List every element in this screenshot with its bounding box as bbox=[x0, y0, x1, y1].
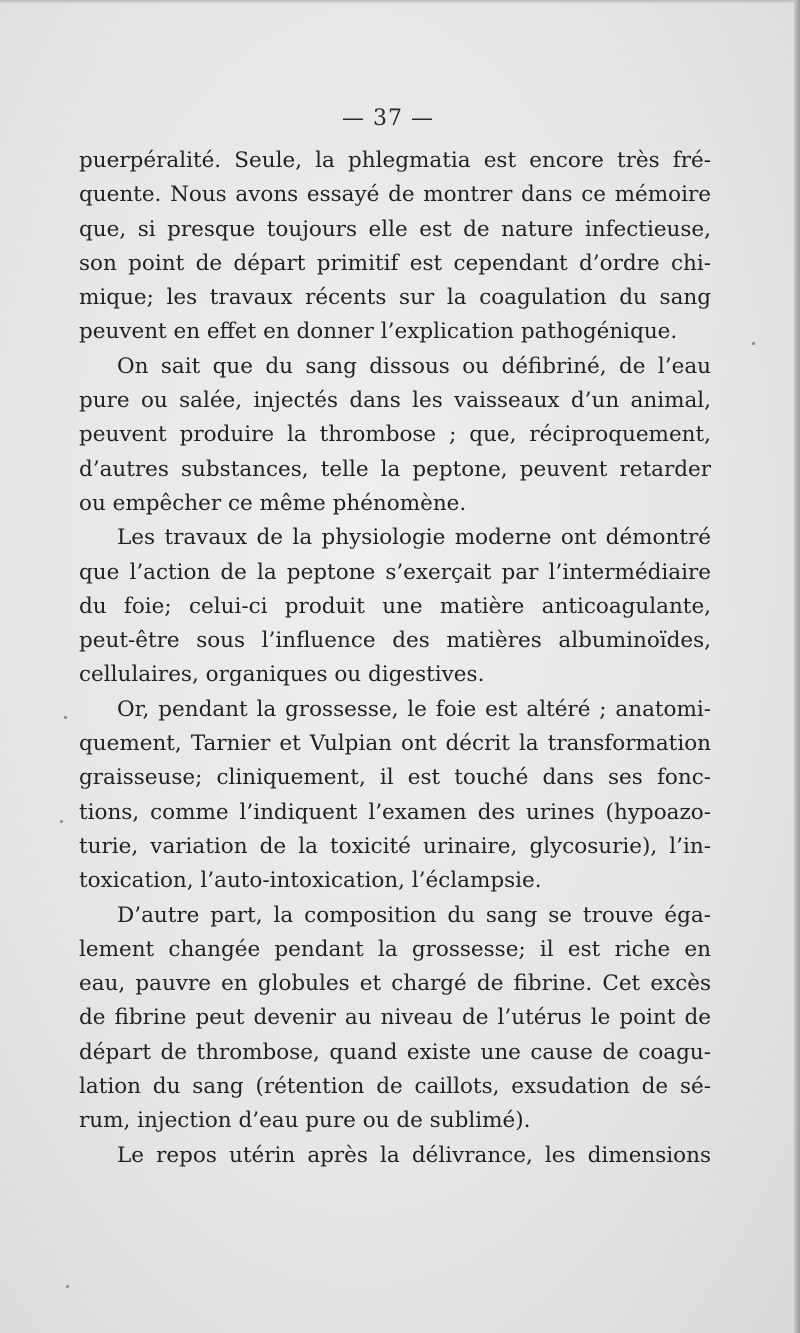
text-line: quement, Tarnier et Vulpian ont décrit la transformation bbox=[79, 731, 711, 757]
page-top-shadow bbox=[0, 0, 800, 4]
text-line: D’autre part, la composition du sang se trouve éga- bbox=[117, 902, 711, 928]
text-line: peut-être sous l’influence des matières albuminoïdes, bbox=[79, 628, 711, 654]
text-line: Les travaux de la physiologie moderne ont démontré bbox=[117, 525, 711, 551]
page-right-edge bbox=[794, 0, 800, 1333]
text-line: départ de thrombose, quand existe une cause de coagu- bbox=[79, 1039, 711, 1065]
text-line: mique; les travaux récents sur la coagulation du sang bbox=[79, 285, 711, 311]
text-line: quente. Nous avons essayé de montrer dans ce mémoire bbox=[79, 182, 711, 208]
body-text bbox=[79, 144, 711, 1173]
text-line: peuvent en effet en donner l’explication pathogénique. bbox=[79, 319, 678, 345]
text-line: ou empêcher ce même phénomène. bbox=[79, 490, 467, 516]
page-number: — 37 — bbox=[342, 106, 434, 131]
text-line: cellulaires, organiques ou digestives. bbox=[79, 662, 485, 688]
text-line: son point de départ primitif est cependant d’ordre chi- bbox=[79, 250, 711, 276]
ink-speck bbox=[60, 820, 63, 823]
text-line: puerpéralité. Seule, la phlegmatia est encore très fré- bbox=[79, 148, 711, 173]
text-line: peuvent produire la thrombose ; que, réciproquement, bbox=[79, 422, 711, 448]
text-line: eau, pauvre en globules et chargé de fibrine. Cet excès bbox=[79, 971, 711, 997]
text-line: d’autres substances, telle la peptone, peuvent retarder bbox=[79, 456, 711, 482]
text-line: Le repos utérin après la délivrance, les dimensions bbox=[117, 1142, 711, 1168]
text-line: lation du sang (rétention de caillots, exsudation de sé- bbox=[79, 1074, 711, 1100]
text-line: que l’action de la peptone s’exerçait par l’intermédiaire bbox=[79, 559, 711, 585]
text-line: On sait que du sang dissous ou défibriné, de l’eau bbox=[117, 353, 711, 379]
text-line: lement changée pendant la grossesse; il est riche en bbox=[79, 936, 711, 962]
text-line: toxication, l’auto-intoxication, l’éclampsie. bbox=[79, 868, 542, 894]
ink-speck bbox=[752, 342, 755, 345]
text-line: tions, comme l’indiquent l’examen des urines (hypoazo- bbox=[79, 799, 711, 825]
text-line: Or, pendant la grossesse, le foie est altéré ; anatomi- bbox=[117, 696, 711, 722]
text-line: de fibrine peut devenir au niveau de l’utérus le point de bbox=[79, 1005, 711, 1031]
text-line: que, si presque toujours elle est de nature infectieuse, bbox=[79, 216, 711, 242]
text-line: pure ou salée, injectés dans les vaisseaux d’un animal, bbox=[79, 388, 711, 414]
ink-speck bbox=[64, 716, 67, 719]
text-line: rum, injection d’eau pure ou de sublimé). bbox=[79, 1108, 531, 1134]
text-line: graisseuse; cliniquement, il est touché dans ses fonc- bbox=[79, 765, 711, 791]
ink-speck bbox=[66, 1285, 69, 1288]
text-line: du foie; celui-ci produit une matière anticoagulante, bbox=[79, 593, 711, 619]
text-line: turie, variation de la toxicité urinaire, glycosurie), l’in- bbox=[79, 833, 711, 859]
